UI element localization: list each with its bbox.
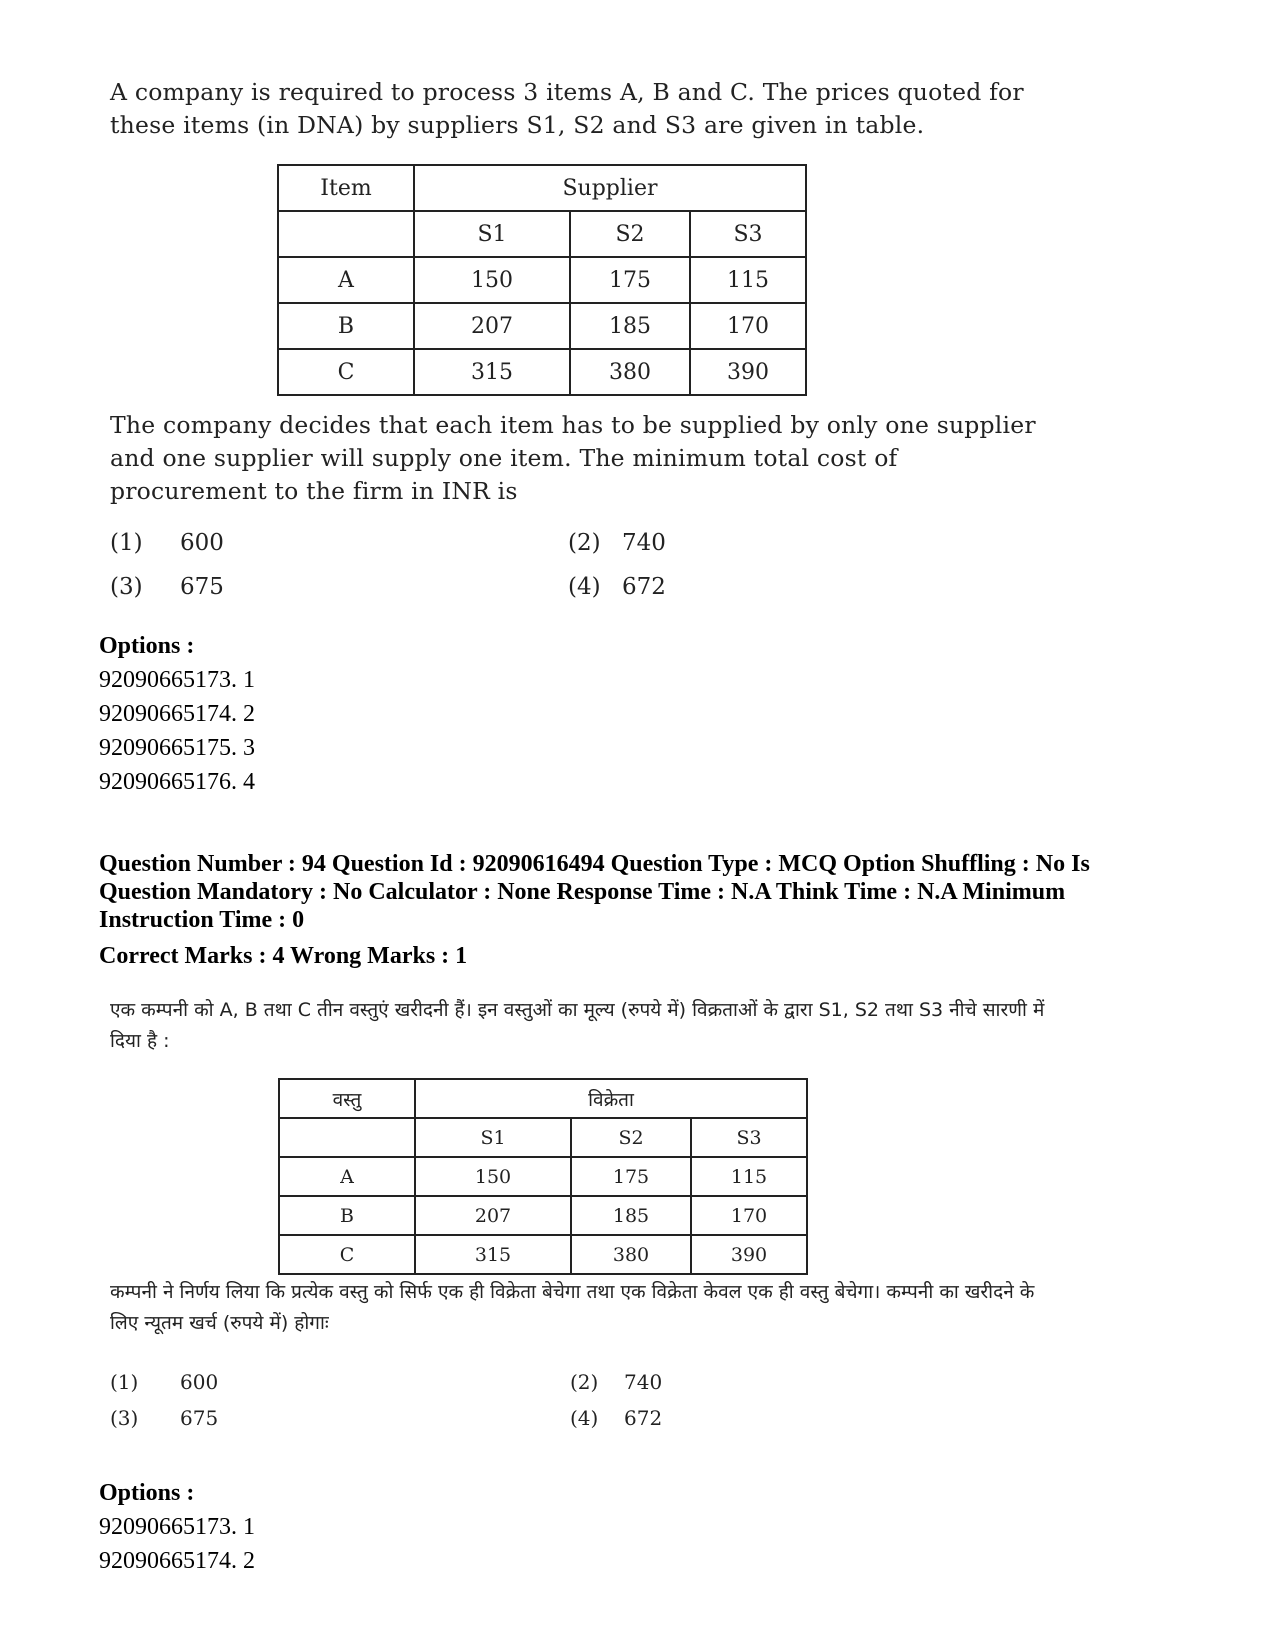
option-item: 92090665173. 1 bbox=[99, 1514, 255, 1540]
empty-cell bbox=[279, 1118, 415, 1157]
table-row bbox=[278, 303, 806, 349]
supplier-s1: S1 bbox=[414, 211, 570, 257]
table-header-row bbox=[278, 165, 806, 211]
item-cell: A bbox=[279, 1157, 415, 1196]
price-cell: 380 bbox=[571, 1235, 691, 1274]
price-cell: 150 bbox=[415, 1157, 571, 1196]
item-header: वस्तु bbox=[279, 1079, 415, 1118]
option-item: 92090665176. 4 bbox=[99, 769, 255, 795]
choice-value: 740 bbox=[622, 530, 666, 556]
price-table-hi bbox=[278, 1078, 808, 1275]
options-label: Options : bbox=[99, 1480, 195, 1506]
price-cell: 175 bbox=[571, 1157, 691, 1196]
choice-value: 740 bbox=[624, 1370, 663, 1394]
option-item: 92090665174. 2 bbox=[99, 1548, 255, 1574]
price-cell: 175 bbox=[570, 257, 690, 303]
supplier-header: विक्रेता bbox=[415, 1079, 807, 1118]
choice-number: (3) bbox=[110, 574, 143, 600]
choice-3-en bbox=[110, 574, 224, 600]
choice-value: 675 bbox=[180, 1406, 219, 1430]
option-item: 92090665173. 1 bbox=[99, 667, 255, 693]
item-cell: A bbox=[278, 257, 414, 303]
choice-4-en bbox=[568, 574, 666, 600]
supplier-s3: S3 bbox=[691, 1118, 807, 1157]
price-cell: 207 bbox=[414, 303, 570, 349]
item-cell: C bbox=[278, 349, 414, 395]
choice-2-hi bbox=[570, 1370, 662, 1394]
item-cell: B bbox=[278, 303, 414, 349]
table-row bbox=[279, 1157, 807, 1196]
supplier-s2: S2 bbox=[571, 1118, 691, 1157]
question-meta: Question Number : 94 Question Id : 92090616494 Question Type : MCQ Option Shuffling : No Is Question Mandatory : No Calculator : None Response Time : N.A Think Time : N.A Minimum Instruction Time : 0 bbox=[99, 851, 1090, 933]
choice-value: 672 bbox=[624, 1406, 663, 1430]
choice-value: 672 bbox=[622, 574, 666, 600]
table-header-row bbox=[279, 1079, 807, 1118]
price-cell: 150 bbox=[414, 257, 570, 303]
question-marks: Correct Marks : 4 Wrong Marks : 1 bbox=[99, 943, 468, 969]
choice-number: (1) bbox=[110, 1370, 139, 1394]
choice-number: (2) bbox=[570, 1370, 599, 1394]
price-cell: 207 bbox=[415, 1196, 571, 1235]
supplier-s3: S3 bbox=[690, 211, 806, 257]
question-intro-hi: एक कम्पनी को A, B तथा C तीन वस्तुएं खरीदनी हैं। इन वस्तुओं का मूल्य (रुपये में) विक्रताओं के द्वारा S1, S2 तथा S3 नीचे सारणी में दिया है : bbox=[110, 999, 1045, 1052]
price-cell: 170 bbox=[691, 1196, 807, 1235]
price-cell: 115 bbox=[691, 1157, 807, 1196]
price-table-en bbox=[277, 164, 807, 396]
question-intro-en: A company is required to process 3 items A, B and C. The prices quoted for these items (in DNA) by suppliers S1, S2 and S3 are given in table. bbox=[110, 78, 1024, 139]
choice-number: (4) bbox=[570, 1406, 599, 1430]
choice-1-en bbox=[110, 530, 224, 556]
choice-value: 600 bbox=[180, 530, 224, 556]
item-cell: B bbox=[279, 1196, 415, 1235]
choice-3-hi bbox=[110, 1406, 218, 1430]
price-cell: 390 bbox=[690, 349, 806, 395]
supplier-row bbox=[278, 211, 806, 257]
choice-value: 600 bbox=[180, 1370, 219, 1394]
table-row bbox=[279, 1235, 807, 1274]
question-body-hi: कम्पनी ने निर्णय लिया कि प्रत्येक वस्तु को सिर्फ एक ही विक्रेता बेचेगा तथा एक विक्रेता केवल एक ही वस्तु बेचेगा। कम्पनी का खरीदने के लिए न्यूतम खर्च (रुपये में) होगाः bbox=[110, 1281, 1035, 1334]
item-header: Item bbox=[278, 165, 414, 211]
supplier-row bbox=[279, 1118, 807, 1157]
table-row bbox=[278, 349, 806, 395]
item-cell: C bbox=[279, 1235, 415, 1274]
option-item: 92090665175. 3 bbox=[99, 735, 255, 761]
question-body-en: The company decides that each item has to be supplied by only one supplier and one supplier will supply one item. The minimum total cost of procurement to the firm in INR is bbox=[110, 411, 1036, 505]
price-cell: 185 bbox=[570, 303, 690, 349]
price-cell: 380 bbox=[570, 349, 690, 395]
choice-2-en bbox=[568, 530, 666, 556]
choice-4-hi bbox=[570, 1406, 662, 1430]
table-row bbox=[278, 257, 806, 303]
choice-value: 675 bbox=[180, 574, 224, 600]
choice-number: (3) bbox=[110, 1406, 139, 1430]
supplier-s2: S2 bbox=[570, 211, 690, 257]
empty-cell bbox=[278, 211, 414, 257]
supplier-s1: S1 bbox=[415, 1118, 571, 1157]
price-cell: 315 bbox=[415, 1235, 571, 1274]
choice-1-hi bbox=[110, 1370, 218, 1394]
choice-number: (2) bbox=[568, 530, 601, 556]
option-item: 92090665174. 2 bbox=[99, 701, 255, 727]
price-cell: 315 bbox=[414, 349, 570, 395]
choice-number: (1) bbox=[110, 530, 143, 556]
supplier-header: Supplier bbox=[414, 165, 806, 211]
table-row bbox=[279, 1196, 807, 1235]
choice-number: (4) bbox=[568, 574, 601, 600]
price-cell: 115 bbox=[690, 257, 806, 303]
options-label: Options : bbox=[99, 633, 195, 659]
price-cell: 390 bbox=[691, 1235, 807, 1274]
price-cell: 170 bbox=[690, 303, 806, 349]
price-cell: 185 bbox=[571, 1196, 691, 1235]
